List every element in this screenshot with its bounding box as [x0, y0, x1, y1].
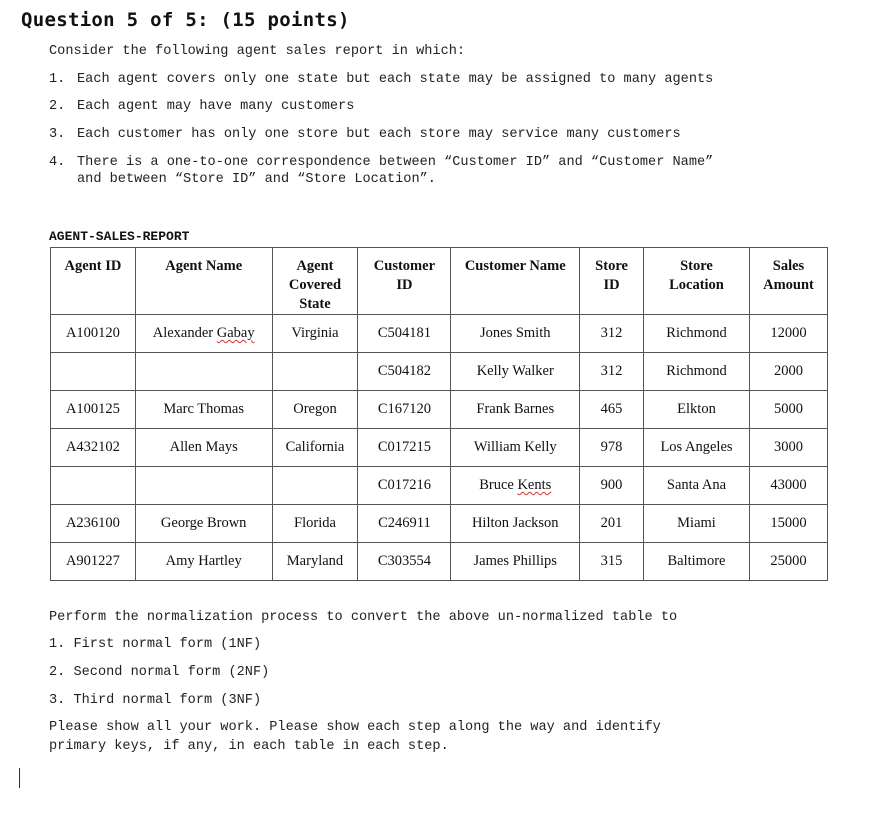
- table-cell: 900: [580, 467, 644, 505]
- table-cell: James Phillips: [451, 543, 580, 581]
- table-cell: [51, 467, 136, 505]
- table-cell: Marc Thomas: [135, 391, 272, 429]
- column-header: Store ID: [580, 248, 644, 315]
- table-cell: 312: [580, 353, 644, 391]
- column-header: Agent Covered State: [272, 248, 358, 315]
- table-cell: [135, 315, 272, 353]
- rule-text: Each customer has only one store but each store may service many customers: [77, 127, 681, 142]
- table-cell: Kelly Walker: [451, 353, 580, 391]
- table-cell: A100120: [51, 315, 136, 353]
- table-cell: Florida: [272, 505, 358, 543]
- column-header: Customer ID: [358, 248, 451, 315]
- column-header: Store Location: [644, 248, 750, 315]
- table-cell: Frank Barnes: [451, 391, 580, 429]
- table-cell: C017215: [358, 429, 451, 467]
- table-row: [51, 315, 828, 353]
- table-cell: [135, 467, 272, 505]
- table-cell: William Kelly: [451, 429, 580, 467]
- table-cell: 315: [580, 543, 644, 581]
- table-cell: A432102: [51, 429, 136, 467]
- table-cell: Los Angeles: [644, 429, 750, 467]
- table-cell: Miami: [644, 505, 750, 543]
- task-instructions-continued: primary keys, if any, in each table in each step.: [49, 739, 449, 754]
- table-cell: [135, 353, 272, 391]
- rule-2: [49, 99, 354, 114]
- table-cell: C303554: [358, 543, 451, 581]
- table-cell: 5000: [749, 391, 827, 429]
- task-step-1nf: 1. First normal form (1NF): [49, 637, 262, 652]
- table-cell: Richmond: [644, 353, 750, 391]
- table-cell: A100125: [51, 391, 136, 429]
- rule-number: 1.: [49, 72, 66, 87]
- column-header: Customer Name: [451, 248, 580, 315]
- table-cell: Virginia: [272, 315, 358, 353]
- table-cell: C017216: [358, 467, 451, 505]
- table-cell: [51, 353, 136, 391]
- rule-number: 4.: [49, 155, 66, 170]
- table-cell: Jones Smith: [451, 315, 580, 353]
- column-header: Sales Amount: [749, 248, 827, 315]
- table-row: [51, 467, 828, 505]
- rule-text: Each agent covers only one state but each state may be assigned to many agents: [77, 72, 714, 87]
- table-cell: George Brown: [135, 505, 272, 543]
- report-label: AGENT-SALES-REPORT: [49, 229, 190, 244]
- spellcheck-underline: Gabay: [216, 325, 255, 341]
- table-header-row: [51, 248, 828, 315]
- table-cell: A901227: [51, 543, 136, 581]
- task-step-3nf: 3. Third normal form (3NF): [49, 693, 262, 708]
- rule-number: 2.: [49, 99, 66, 114]
- table-cell: 25000: [749, 543, 827, 581]
- rule-1: [49, 72, 713, 87]
- rule-number: 3.: [49, 127, 66, 142]
- intro-text: Consider the following agent sales report in which:: [49, 44, 466, 59]
- table-cell: 312: [580, 315, 644, 353]
- table-row: [51, 505, 828, 543]
- table-cell: 3000: [749, 429, 827, 467]
- table-cell: C246911: [358, 505, 451, 543]
- text-cursor: [19, 768, 20, 788]
- table-cell: 43000: [749, 467, 827, 505]
- table-cell: Richmond: [644, 315, 750, 353]
- table-cell: [272, 353, 358, 391]
- table-cell: Baltimore: [644, 543, 750, 581]
- table-cell: Hilton Jackson: [451, 505, 580, 543]
- table-cell: Elkton: [644, 391, 750, 429]
- rule-4: [49, 155, 713, 187]
- table-cell: 12000: [749, 315, 827, 353]
- table-cell: 465: [580, 391, 644, 429]
- column-header: Agent ID: [51, 248, 136, 315]
- table-cell: C167120: [358, 391, 451, 429]
- agent-sales-report-table: [50, 247, 828, 581]
- rule-text-continued: and between “Store ID” and “Store Location”.: [77, 172, 436, 187]
- table-row: [51, 543, 828, 581]
- table-row: [51, 391, 828, 429]
- table-cell: Allen Mays: [135, 429, 272, 467]
- table-cell: 201: [580, 505, 644, 543]
- table-cell: Oregon: [272, 391, 358, 429]
- table-cell-text: Alexander Gabay: [152, 325, 255, 341]
- table-cell: [451, 467, 580, 505]
- table-cell-text: Bruce Kents: [479, 477, 552, 493]
- table-cell: 2000: [749, 353, 827, 391]
- table-cell: California: [272, 429, 358, 467]
- task-step-2nf: 2. Second normal form (2NF): [49, 665, 270, 680]
- table-cell: [272, 467, 358, 505]
- task-instructions: Please show all your work. Please show each step along the way and identify: [49, 720, 661, 735]
- table-cell: A236100: [51, 505, 136, 543]
- table-cell: Amy Hartley: [135, 543, 272, 581]
- table-row: [51, 429, 828, 467]
- spellcheck-underline: Kents: [517, 477, 552, 493]
- task-intro: Perform the normalization process to convert the above un-normalized table to: [49, 610, 678, 625]
- column-header: Agent Name: [135, 248, 272, 315]
- table-cell: Santa Ana: [644, 467, 750, 505]
- table-cell: 15000: [749, 505, 827, 543]
- rule-3: [49, 127, 681, 142]
- table-cell: C504182: [358, 353, 451, 391]
- table-cell: C504181: [358, 315, 451, 353]
- question-title: Question 5 of 5: (15 points): [21, 9, 350, 31]
- table-cell: 978: [580, 429, 644, 467]
- table-row: [51, 353, 828, 391]
- table-cell: Maryland: [272, 543, 358, 581]
- rule-text: Each agent may have many customers: [77, 99, 355, 114]
- rule-text: There is a one-to-one correspondence between “Customer ID” and “Customer Name”: [77, 155, 714, 170]
